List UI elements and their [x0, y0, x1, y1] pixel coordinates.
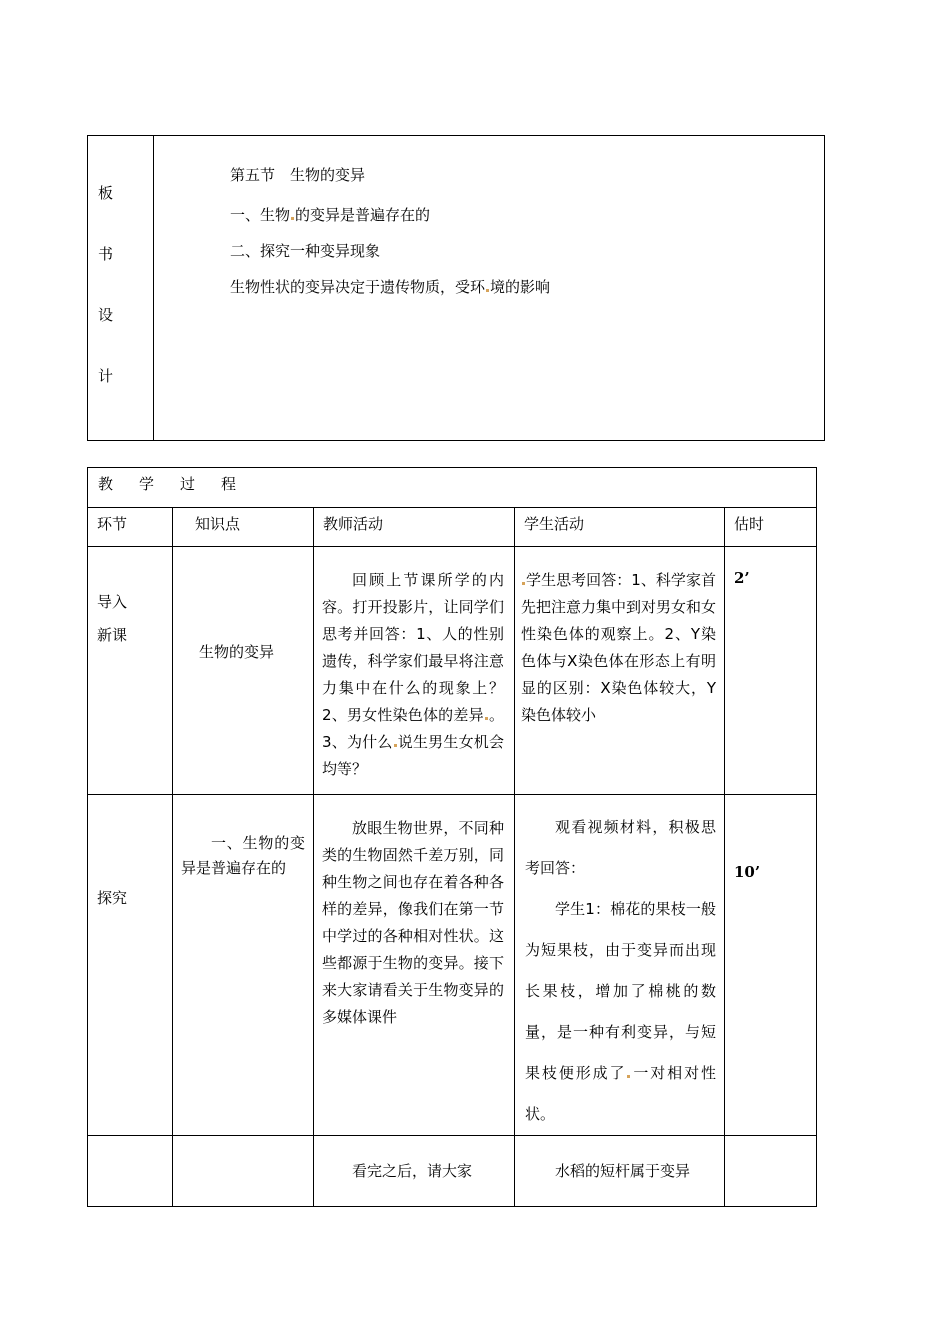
board-side-label [88, 136, 154, 440]
side-char-3: 设 [98, 306, 114, 324]
header-stage: 环节 [88, 508, 173, 547]
student-activity-2 [525, 889, 716, 1135]
stage-line-2: 新课 [97, 626, 128, 644]
header-student: 学生活动 [515, 508, 725, 547]
knowledge-text: 一、生物的变异是普遍存在的 [181, 834, 305, 877]
board-item-3 [230, 276, 550, 297]
board-item-2: 二、探究一种变异现象 [230, 242, 381, 260]
board-title: 第五节 生物的变异 [230, 166, 366, 184]
teacher-activity: 放眼生物世界，不同种类的生物固然千差万别，同种生物之间也存在着各种各样的差异，像我们在第一节中学过的各种相对性状。这些都源于生物的变异。接下来大家请看关于生物变异的多媒体课件 [322, 819, 504, 1026]
header-knowledge: 知识点 [173, 508, 314, 547]
board-item-3-b: 境的影响 [490, 278, 551, 296]
board-item-1-b: 的变异是普遍存在的 [295, 206, 431, 224]
teacher-activity: 看完之后，请大家 [352, 1162, 473, 1180]
title-char: 过 [180, 475, 196, 493]
board-item-1 [230, 204, 430, 225]
student-text-b: 一对相对性状。 [525, 1064, 716, 1123]
time-cell [725, 1136, 817, 1207]
board-item-3-a: 生物性状的变异决定于遗传物质，受环 [230, 278, 486, 296]
stage-line-1: 导入 [97, 593, 128, 611]
side-char-2: 书 [98, 245, 114, 263]
teacher-cell [314, 547, 515, 795]
title-char: 教 [98, 475, 114, 493]
header-row [88, 508, 817, 547]
marker-icon [522, 582, 525, 585]
student-cell [515, 1136, 725, 1207]
knowledge-cell [173, 795, 314, 1136]
student-text: 学生思考回答：1、科学家首先把注意力集中到对男女和女性染色体的观察上。2、Y染色体与X染色体在形态上有明显的区别：X染色体较大，Y染色体较小 [521, 571, 717, 724]
table-row [88, 795, 817, 1136]
title-char: 学 [139, 475, 155, 493]
side-char-1: 板 [98, 184, 114, 202]
marker-icon [485, 717, 488, 720]
knowledge-cell: 生物的变异 [173, 547, 314, 795]
student-activity: 水稻的短杆属于变异 [555, 1162, 691, 1180]
teacher-text-a: 回顾上节课所学的内容。打开投影片，让同学们思考并回答：1、人的性别遗传，科学家们最早将注意力集中在什么的现象上？2、男女性染色体的差异 [322, 571, 504, 724]
teacher-cell [314, 1136, 515, 1207]
stage-cell [88, 547, 173, 795]
student-cell [515, 795, 725, 1136]
teacher-text-b: 。3、为什么 [322, 706, 504, 751]
time-cell: 10’ [725, 795, 817, 1136]
teacher-activity [322, 567, 504, 783]
header-time: 估时 [725, 508, 817, 547]
student-cell [515, 547, 725, 795]
knowledge-cell [173, 1136, 314, 1207]
student-text-a: 学生1：棉花的果枝一般为短果枝，由于变异而出现长果枝，增加了棉桃的数量，是一种有利变异，与短果枝便形成了 [525, 900, 716, 1082]
side-char-4: 计 [98, 367, 114, 385]
table-row [88, 1136, 817, 1207]
stage-cell [88, 1136, 173, 1207]
student-activity [521, 567, 716, 729]
teaching-process-table [87, 467, 817, 1207]
marker-icon [394, 744, 397, 747]
marker-icon [486, 289, 489, 292]
marker-icon [291, 217, 294, 220]
header-teacher: 教师活动 [314, 508, 515, 547]
time-cell: 2’ [725, 547, 817, 795]
title-char: 程 [221, 475, 237, 493]
process-title [88, 468, 817, 508]
board-item-1-a: 一、生物 [230, 206, 291, 224]
board-design-box [87, 135, 825, 441]
stage-cell: 探究 [88, 795, 173, 1136]
marker-icon [627, 1075, 630, 1078]
student-activity-1: 观看视频材料，积极思考回答： [525, 818, 716, 877]
teacher-cell [314, 795, 515, 1136]
teacher-text-c: 说生男生女机会均等？ [322, 733, 504, 778]
table-row [88, 547, 817, 795]
